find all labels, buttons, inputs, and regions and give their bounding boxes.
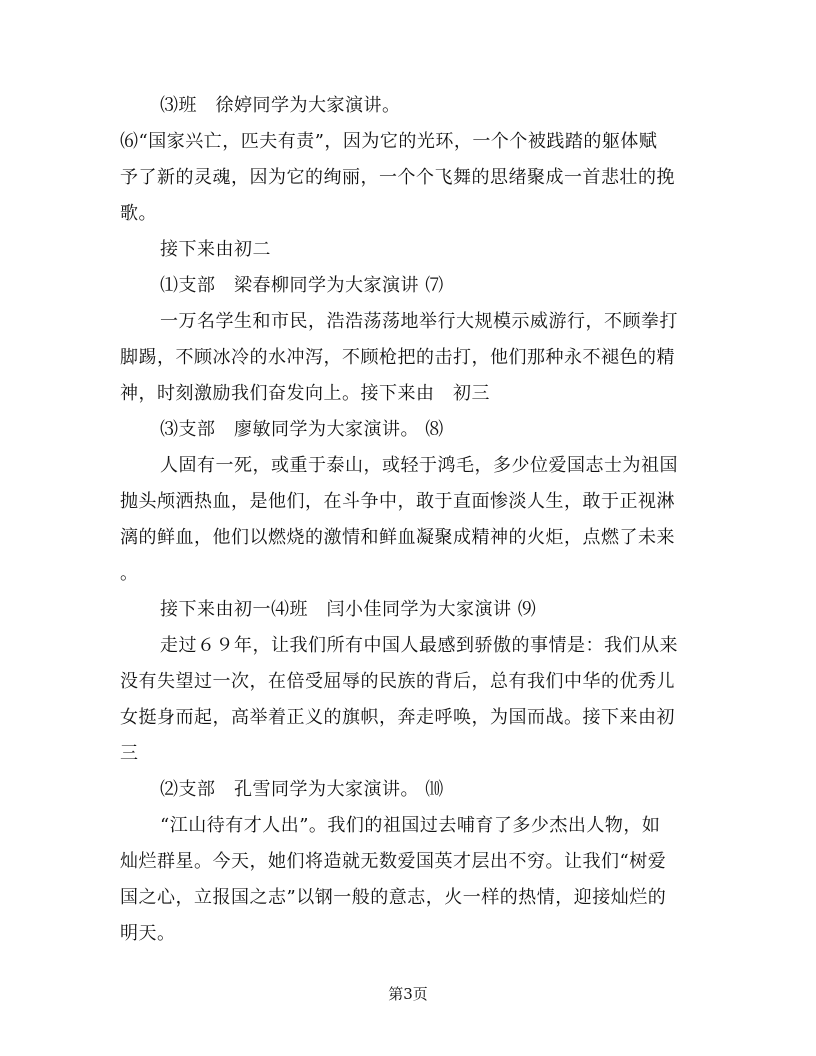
- text-line: 人固有一死，或重于泰山，或轻于鸿毛，多少位爱国志士为祖国: [160, 455, 678, 476]
- text-line: ⑵支部 孔雪同学为大家演讲。 ⑽: [160, 779, 444, 800]
- text-line: 神，时刻激励我们奋发向上。接下来由 初三: [120, 383, 490, 404]
- text-line: 接下来由初一⑷班 闫小佳同学为大家演讲 ⑼: [160, 599, 537, 620]
- document-body: [120, 88, 700, 952]
- text-line: 女挺身而起，高举着正义的旗帜，奔走呼唤，为国而战。接下来由初: [120, 707, 675, 728]
- text-line: 接下来由初二: [160, 239, 271, 260]
- text-line: ⑹“国家兴亡，匹夫有责”，因为它的光环，一个个被践踏的躯体赋: [120, 131, 658, 152]
- text-line: ⑶班 徐婷同学为大家演讲。: [160, 95, 401, 116]
- text-line: 国之心，立报国之志”以钢一般的意志，火一样的热情，迎接灿烂的: [120, 887, 667, 908]
- page-number: 第3页: [388, 985, 428, 1003]
- text-line: 脚踢，不顾冰冷的水冲泻，不顾枪把的击打，他们那种永不褪色的精: [120, 347, 675, 368]
- text-line: 歌。: [120, 203, 157, 224]
- text-line: 三: [120, 743, 139, 764]
- text-line: 灿烂群星。今天，她们将造就无数爱国英才层出不穷。让我们“树爱: [120, 851, 667, 872]
- text-line: 一万名学生和市民，浩浩荡荡地举行大规模示威游行，不顾拳打: [160, 311, 678, 332]
- text-line: 明天。: [120, 923, 176, 944]
- text-line: 抛头颅洒热血，是他们，在斗争中，敢于直面惨淡人生，敢于正视淋: [120, 491, 675, 512]
- text-line: ⑶支部 廖敏同学为大家演讲。 ⑻: [160, 419, 444, 440]
- text-line: 。: [120, 563, 139, 584]
- text-line: 没有失望过一次，在倍受屈辱的民族的背后，总有我们中华的优秀儿: [120, 671, 675, 692]
- text-line: 走过６９年，让我们所有中国人最感到骄傲的事情是：我们从来: [160, 635, 678, 656]
- text-line: “江山待有才人出”。我们的祖国过去哺育了多少杰出人物，如: [160, 815, 661, 836]
- text-line: ⑴支部 梁春柳同学为大家演讲 ⑺: [160, 275, 444, 296]
- text-line: 予了新的灵魂，因为它的绚丽，一个个飞舞的思绪聚成一首悲壮的挽: [120, 167, 675, 188]
- text-line: 漓的鲜血，他们以燃烧的激情和鲜血凝聚成精神的火炬，点燃了未来: [120, 527, 675, 548]
